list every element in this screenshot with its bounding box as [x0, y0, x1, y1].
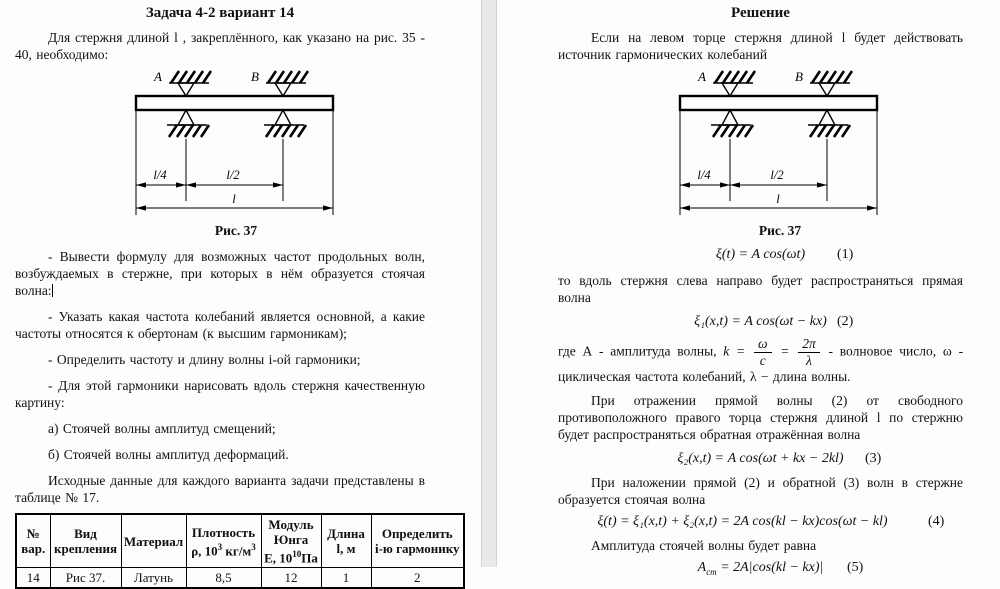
col-variant: № вар. — [16, 514, 50, 568]
cell-material: Латунь — [121, 568, 186, 589]
cell-young: 12 — [261, 568, 321, 589]
task-item-3: - Определить частоту и длину волны i-ой гармоники; — [48, 352, 361, 367]
support-b-top-icon — [266, 71, 308, 96]
dim-label-quarter: l/4 — [697, 168, 711, 182]
label-b: B — [795, 69, 803, 84]
where-paragraph: где А - амплитуда волны, k = $\frac{\omega}{c}$ = $\frac{2\pi}{\lambda}$ - волновое число, ω - циклическая частота колебаний, λ − длина волны. — [558, 336, 964, 384]
support-a-top-icon — [169, 71, 211, 96]
equation-3: ξ₂(x,t) = A cos(ωt + kx − 2kl) (3) — [558, 449, 963, 469]
standing-wave-paragraph: При наложении прямой (2) и обратной (3) волн в стержне образуется стоячая волна — [558, 475, 963, 507]
task-item-4: - Для этой гармоники нарисовать вдоль стержня качественную картину: — [15, 378, 425, 410]
equation-number: (5) — [847, 560, 864, 575]
equation-number: (3) — [865, 451, 882, 466]
after-eq1-text: то вдоль стержня слева направо будет распространяться прямая волна — [558, 273, 963, 305]
col-density: Плотность ρ, $10^3$ $кг/м^3$ — [186, 514, 261, 568]
support-b-bottom-icon — [264, 110, 306, 137]
amplitude-text: Амплитуда стоячей волны будет равна — [591, 538, 817, 553]
support-a-bottom-icon — [711, 110, 753, 137]
cell-density: 8,5 — [186, 568, 261, 589]
rod-bar — [680, 96, 877, 110]
support-a-bottom-icon — [167, 110, 209, 137]
variants-table — [15, 513, 465, 589]
task-item-b: б) Стоячей волны амплитуд деформаций. — [48, 447, 289, 462]
rod-bar — [136, 96, 333, 110]
problem-title: Задача 4-2 вариант 14 — [145, 5, 295, 21]
equation-4: ξ(t) = ξ₁(x,t) + ξ₂(x,t) = 2A cos(kl − kx)cos(ωt − kl) (4) — [558, 512, 963, 532]
dim-label-half: l/2 — [226, 168, 240, 182]
rod-support-diagram — [131, 68, 341, 220]
label-b: B — [251, 69, 259, 84]
support-b-bottom-icon — [808, 110, 850, 137]
label-a: A — [698, 69, 706, 84]
equation-1: ξ(t) = A cos(ωt) (1) — [558, 245, 963, 265]
col-length: Длина l, м — [321, 514, 371, 568]
support-b-top-icon — [810, 71, 852, 96]
label-a: A — [154, 69, 162, 84]
table-row — [16, 568, 464, 589]
cell-variant: 14 — [16, 568, 50, 589]
equation-number: (2) — [837, 314, 854, 329]
solution-title: Решение — [731, 5, 790, 21]
cell-mount: Рис 37. — [50, 568, 121, 589]
page-solution — [497, 0, 1000, 577]
dim-label-total: l — [232, 192, 236, 206]
support-a-top-icon — [713, 71, 755, 96]
equation-number: (4) — [928, 514, 945, 529]
task-item-1: - Вывести формулу для возможных частот продольных волн, возбуждаемых в стержне, при которых в нём образуется стоячая волна: — [15, 249, 425, 298]
dim-label-half: l/2 — [770, 168, 784, 182]
figure-caption: Рис. 37 — [214, 223, 258, 238]
dim-label-total: l — [776, 192, 780, 206]
equation-number: (1) — [837, 247, 854, 262]
fraction-omega-c: $\frac{\omega}{c}$ — [754, 337, 772, 368]
col-mount: Вид крепления — [50, 514, 121, 568]
task-item-2: - Указать какая частота колебаний является основной, а какие частоты относятся к обертонам (к высшим гармоникам); — [15, 309, 425, 341]
dim-label-quarter: l/4 — [153, 168, 167, 182]
col-harmonic: Определить i-ю гармонику — [371, 514, 464, 568]
solution-intro: Если на левом торце стержня длиной l будет действовать источник гармонических колебаний — [558, 30, 963, 62]
cell-harmonic: 2 — [371, 568, 464, 589]
col-material: Материал — [121, 514, 186, 568]
text-cursor — [52, 284, 53, 297]
equation-2: ξ₁(x,t) = A cos(ωt − kx) (2) — [558, 312, 963, 332]
table-header-row — [16, 514, 464, 568]
cell-length: 1 — [321, 568, 371, 589]
amplitude-formula: $A_{ст} = 2A|\cos(kl - kx)|$ — [697, 560, 824, 577]
rod-support-diagram — [675, 68, 885, 220]
task-item-a: а) Стоячей волны амплитуд смещений; — [48, 421, 276, 436]
figure-caption: Рис. 37 — [758, 223, 802, 238]
fraction-2pi-lambda: $\frac{2\pi}{\lambda}$ — [798, 337, 820, 368]
problem-intro: Для стержня длиной l , закреплённого, как указано на рис. 35 - 40, необходимо: — [15, 30, 425, 62]
reflection-paragraph: При отражении прямой волны (2) от свободного противоположного правого торца стержня длиной l по стержню будет распространяться обратная отражённая волна — [558, 393, 963, 442]
page-divider — [481, 0, 497, 567]
table-note: Исходные данные для каждого варианта задачи представлены в таблице № 17. — [15, 473, 425, 505]
page-problem — [0, 0, 481, 586]
equation-5 — [558, 558, 963, 578]
col-young-modulus: Модуль Юнга Е, $10^{10}Па$ — [261, 514, 321, 568]
figure-rod-left — [131, 68, 341, 239]
figure-rod-right — [675, 68, 885, 239]
